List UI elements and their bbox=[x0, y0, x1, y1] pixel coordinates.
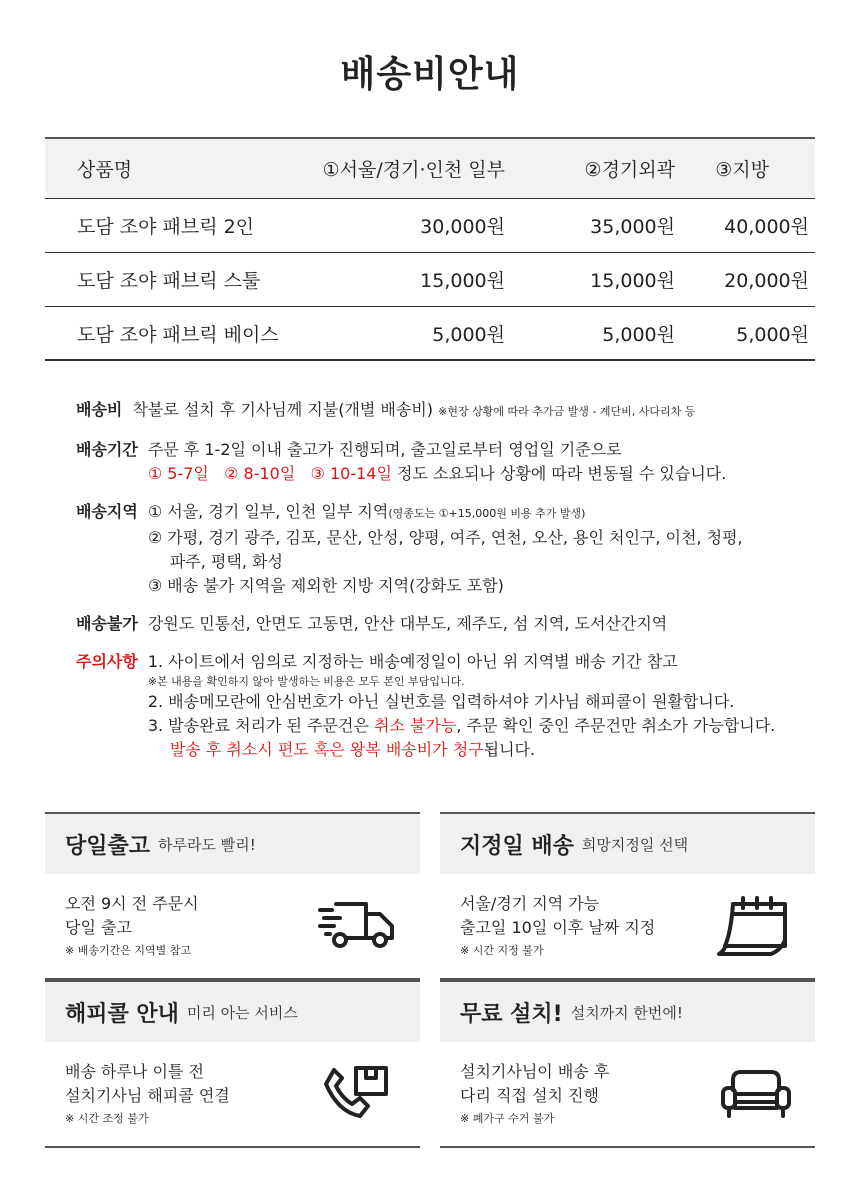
page-title: 배송비안내 bbox=[340, 54, 520, 95]
shipping-fee-table bbox=[45, 137, 815, 361]
table-cell: 도담 조야 패브릭 스툴 bbox=[77, 270, 261, 292]
caution-2: 2. 배송메모란에 안심번호가 아닌 실번호를 입력하셔야 기사님 해피콜이 원활합니다. bbox=[147, 692, 735, 711]
table-header-cell: ③지방 bbox=[715, 159, 769, 181]
caution-3-red: 취소 불가능 bbox=[374, 716, 457, 735]
caution-info bbox=[76, 650, 836, 762]
region-zone3: ③ 배송 불가 지역을 제외한 지방 지역(강화도 포함) bbox=[147, 576, 504, 595]
shipping-info bbox=[76, 398, 836, 776]
table-header-row bbox=[45, 139, 815, 199]
card-title: 당일출고 bbox=[65, 833, 151, 859]
region-zone2: ② 가평, 경기 광주, 김포, 문산, 안성, 양평, 여주, 연천, 오산, 용인 처인구, 이천, 청평, bbox=[147, 528, 743, 547]
card-title: 무료 설치! bbox=[460, 1001, 563, 1027]
card-subtitle: 희망지정일 선택 bbox=[581, 835, 689, 854]
table-cell: 40,000원 bbox=[724, 216, 809, 238]
table-cell: 5,000원 bbox=[602, 323, 675, 346]
card-line1: 설치기사님이 배송 후 bbox=[460, 1062, 610, 1081]
period-zones: ① 5-7일 ② 8-10일 ③ 10-14일 bbox=[147, 464, 392, 483]
fee-info bbox=[76, 398, 836, 424]
table-cell: 5,000원 bbox=[432, 323, 505, 346]
card-title: 지정일 배송 bbox=[460, 833, 574, 859]
card-note: ※ 시간 지정 불가 bbox=[460, 944, 544, 957]
table-header-cell: ①서울/경기·인천 일부 bbox=[322, 159, 505, 181]
card-subtitle: 미리 아는 서비스 bbox=[186, 1003, 298, 1022]
caution-3a: 3. 발송완료 처리가 된 주문건은 bbox=[147, 716, 374, 735]
card-note: ※ 폐가구 수거 불가 bbox=[460, 1112, 555, 1125]
card-scheduled bbox=[440, 812, 815, 980]
truck-icon bbox=[316, 896, 398, 956]
calendar-icon bbox=[711, 896, 793, 956]
region-zone1-note: (영종도는 ①+15,000원 비용 추가 발생) bbox=[388, 507, 586, 520]
unavailable-label: 배송불가 bbox=[76, 614, 138, 633]
caution-1-note: ※본 내용을 확인하지 않아 발생하는 비용은 모두 본인 부담입니다. bbox=[147, 675, 465, 688]
fee-label: 배송비 bbox=[76, 400, 123, 419]
table-cell: 15,000원 bbox=[590, 270, 675, 292]
caution-4b: 됩니다. bbox=[483, 740, 536, 759]
card-line1: 오전 9시 전 주문시 bbox=[65, 894, 199, 913]
table-cell: 도담 조야 패브릭 2인 bbox=[77, 216, 255, 238]
period-info bbox=[76, 438, 836, 486]
table-cell: 15,000원 bbox=[420, 270, 505, 292]
table-header-cell: 상품명 bbox=[77, 159, 133, 181]
region-zone2-cont: 파주, 평택, 화성 bbox=[169, 552, 283, 571]
region-zone1: ① 서울, 경기 일부, 인천 일부 지역 bbox=[147, 502, 389, 521]
table-row bbox=[45, 199, 815, 253]
table-cell: 도담 조야 패브릭 베이스 bbox=[77, 323, 279, 346]
card-subtitle: 설치까지 한번에! bbox=[570, 1003, 683, 1022]
caution-1: 1. 사이트에서 임의로 지정하는 배송예정일이 아닌 위 지역별 배송 기간 참고 bbox=[147, 652, 678, 671]
card-note: ※ 시간 조정 불가 bbox=[65, 1112, 149, 1125]
table-cell: 5,000원 bbox=[736, 323, 809, 346]
caution-label: 주의사항 bbox=[76, 652, 138, 671]
period-line2: 정도 소요되나 상황에 따라 변동될 수 있습니다. bbox=[397, 464, 727, 483]
caution-4-red: 발송 후 취소시 편도 혹은 왕복 배송비가 청구 bbox=[169, 740, 484, 759]
card-line2: 출고일 10일 이후 날짜 지정 bbox=[460, 918, 656, 937]
card-line2: 당일 출고 bbox=[65, 918, 132, 937]
phone-box-icon bbox=[316, 1064, 398, 1124]
caution-3b: , 주문 확인 중인 주문건만 취소가 가능합니다. bbox=[456, 716, 776, 735]
table-cell: 20,000원 bbox=[724, 270, 809, 292]
card-same-day bbox=[45, 812, 420, 980]
card-line1: 배송 하루나 이틀 전 bbox=[65, 1062, 204, 1081]
card-title: 해피콜 안내 bbox=[65, 1001, 179, 1027]
card-free-install bbox=[440, 980, 815, 1148]
period-line1: 주문 후 1-2일 이내 출고가 진행되며, 출고일로부터 영업일 기준으로 bbox=[147, 440, 622, 459]
table-header-cell: ②경기외곽 bbox=[584, 159, 675, 181]
unavailable-text: 강원도 민통선, 안면도 고동면, 안산 대부도, 제주도, 섬 지역, 도서산간지역 bbox=[147, 614, 668, 633]
card-line2: 설치기사님 해피콜 연결 bbox=[65, 1086, 230, 1105]
table-row bbox=[45, 253, 815, 307]
region-info bbox=[76, 500, 836, 598]
card-note: ※ 배송기간은 지역별 참고 bbox=[65, 944, 191, 957]
table-row bbox=[45, 307, 815, 361]
card-subtitle: 하루라도 빨리! bbox=[158, 835, 256, 854]
table-cell: 30,000원 bbox=[420, 216, 505, 238]
region-label: 배송지역 bbox=[76, 502, 138, 521]
card-happy-call bbox=[45, 980, 420, 1148]
sofa-icon bbox=[711, 1064, 793, 1124]
card-line2: 다리 직접 설치 진행 bbox=[460, 1086, 599, 1105]
table-cell: 35,000원 bbox=[590, 216, 675, 238]
card-line1: 서울/경기 지역 가능 bbox=[460, 894, 600, 913]
fee-text: 착불로 설치 후 기사님께 지불(개별 배송비) bbox=[132, 400, 434, 419]
unavailable-info bbox=[76, 612, 836, 636]
fee-note: ※현장 상황에 따라 추가금 발생 - 계단비, 사다리차 등 bbox=[438, 405, 696, 418]
period-label: 배송기간 bbox=[76, 440, 138, 459]
